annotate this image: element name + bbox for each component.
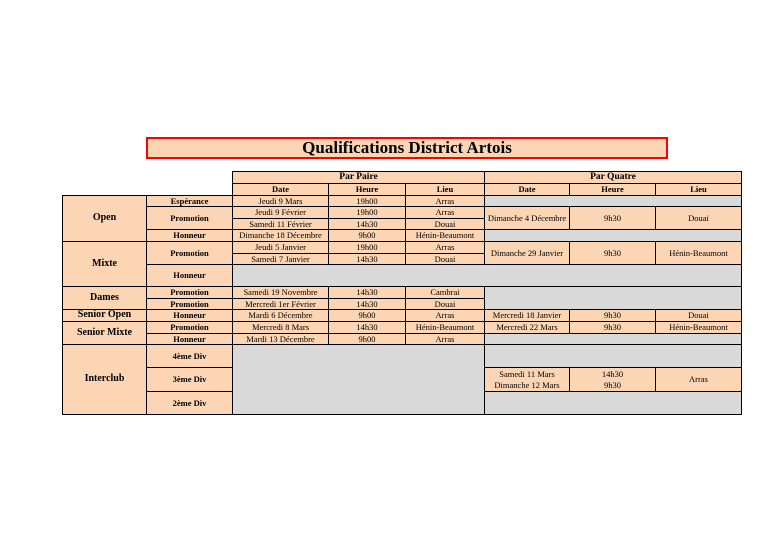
level-2eme-div: 2ème Div (147, 392, 233, 415)
paire-date: Mercredi 8 Mars (233, 321, 329, 333)
paire-heure: 9h00 (329, 230, 406, 242)
paire-lieu-header: Lieu (406, 184, 485, 196)
level-honneur: Honneur (147, 265, 233, 287)
level-honneur: Honneur (147, 230, 233, 242)
quatre-heure-line: 9h30 (604, 379, 621, 390)
category-senior-mixte: Senior Mixte (63, 321, 147, 344)
paire-lieu: Arras (406, 207, 485, 219)
quatre-date: Mercredi 18 Janvier (485, 310, 570, 322)
category-open: Open (63, 195, 147, 241)
quatre-lieu-header: Lieu (656, 184, 742, 196)
quatre-heure-line: 14h30 (601, 369, 624, 380)
quatre-heure (570, 368, 656, 392)
quatre-lieu: Douai (656, 207, 742, 230)
empty-quatre-cell (485, 345, 742, 368)
empty-quatre-cell (485, 195, 742, 207)
paire-lieu: Douai (406, 298, 485, 310)
paire-lieu: Arras (406, 310, 485, 322)
quatre-lieu: Douai (656, 310, 742, 322)
level-honneur: Honneur (147, 333, 233, 345)
empty-quatre-cell (485, 230, 742, 242)
paire-date: Dimanche 18 Décembre (233, 230, 329, 242)
paire-heure-header: Heure (329, 184, 406, 196)
par-quatre-header: Par Quatre (485, 172, 742, 184)
level-promotion: Promotion (147, 287, 233, 299)
paire-heure: 14h30 (329, 218, 406, 230)
paire-date: Samedi 7 Janvier (233, 253, 329, 265)
category-interclub: Interclub (63, 345, 147, 415)
quatre-heure: 9h30 (570, 241, 656, 264)
schedule-table (62, 171, 742, 415)
paire-lieu: Arras (406, 333, 485, 345)
paire-lieu: Hénin-Beaumont (406, 321, 485, 333)
paire-date: Jeudi 5 Janvier (233, 241, 329, 253)
paire-heure: 14h30 (329, 298, 406, 310)
paire-date: Samedi 19 Novembre (233, 287, 329, 299)
level-honneur: Honneur (147, 310, 233, 322)
level-esperance: Espérance (147, 195, 233, 207)
paire-heure: 19h00 (329, 195, 406, 207)
quatre-heure: 9h30 (570, 310, 656, 322)
par-paire-header: Par Paire (233, 172, 485, 184)
category-senior-open: Senior Open (63, 310, 147, 322)
quatre-date (485, 368, 570, 392)
level-promotion: Promotion (147, 207, 233, 230)
paire-heure: 14h30 (329, 321, 406, 333)
empty-quatre-cell (485, 287, 742, 310)
paire-lieu: Douai (406, 253, 485, 265)
quatre-heure: 9h30 (570, 321, 656, 333)
paire-lieu: Arras (406, 241, 485, 253)
level-3eme-div: 3ème Div (147, 368, 233, 392)
empty-paire-cell (233, 345, 485, 415)
empty-corner (63, 172, 233, 196)
category-mixte: Mixte (63, 241, 147, 286)
empty-quatre-cell (485, 392, 742, 415)
quatre-date-line: Samedi 11 Mars (499, 369, 555, 380)
page-title: Qualifications District Artois (146, 137, 668, 159)
paire-heure: 9h00 (329, 310, 406, 322)
quatre-date: Dimanche 29 Janvier (485, 241, 570, 264)
paire-heure: 9h00 (329, 333, 406, 345)
quatre-heure: 9h30 (570, 207, 656, 230)
quatre-lieu: Hénin-Beaumont (656, 241, 742, 264)
quatre-date-header: Date (485, 184, 570, 196)
quatre-date-line: Dimanche 12 Mars (494, 379, 560, 390)
paire-lieu: Douai (406, 218, 485, 230)
paire-date: Jeudi 9 Février (233, 207, 329, 219)
level-4eme-div: 4ème Div (147, 345, 233, 368)
paire-heure: 14h30 (329, 253, 406, 265)
quatre-lieu: Hénin-Beaumont (656, 321, 742, 333)
quatre-date: Dimanche 4 Décembre (485, 207, 570, 230)
paire-date: Mardi 13 Décembre (233, 333, 329, 345)
paire-lieu: Hénin-Beaumont (406, 230, 485, 242)
category-dames: Dames (63, 287, 147, 310)
empty-quatre-cell (485, 333, 742, 345)
level-promotion: Promotion (147, 298, 233, 310)
paire-date: Mardi 6 Décembre (233, 310, 329, 322)
paire-date-header: Date (233, 184, 329, 196)
level-promotion: Promotion (147, 321, 233, 333)
paire-heure: 19h00 (329, 241, 406, 253)
paire-lieu: Cambrai (406, 287, 485, 299)
paire-date: Mercredi 1er Février (233, 298, 329, 310)
quatre-lieu: Arras (656, 368, 742, 392)
paire-date: Samedi 11 Février (233, 218, 329, 230)
level-promotion: Promotion (147, 241, 233, 264)
paire-heure: 14h30 (329, 287, 406, 299)
paire-date: Jeudi 9 Mars (233, 195, 329, 207)
paire-heure: 19h00 (329, 207, 406, 219)
paire-lieu: Arras (406, 195, 485, 207)
quatre-date: Mercredi 22 Mars (485, 321, 570, 333)
quatre-heure-header: Heure (570, 184, 656, 196)
empty-row-cell (233, 265, 742, 287)
